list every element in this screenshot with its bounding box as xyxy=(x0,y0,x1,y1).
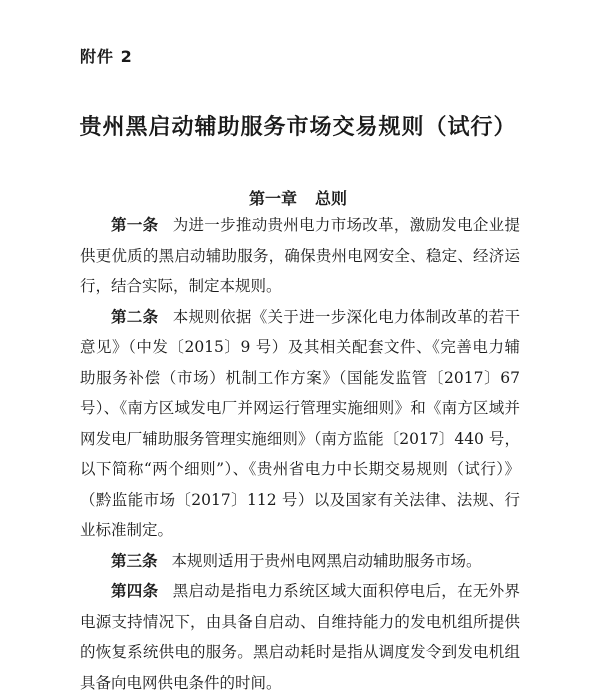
article-heading: 第三条 xyxy=(111,551,158,570)
article-heading: 第二条 xyxy=(111,307,159,326)
article-1 xyxy=(80,210,520,302)
chapter-heading xyxy=(0,186,596,209)
article-3 xyxy=(80,546,520,577)
article-heading: 第四条 xyxy=(111,582,159,600)
article-heading: 第一条 xyxy=(111,216,159,234)
document-title: 贵州黑启动辅助服务市场交易规则（试行） xyxy=(79,115,517,140)
article-text: 黑启动是指电力系统区域大面积停电后，在无外界电源支持情况下，由具备自启动、自维持能力的发电机组所提供的恢复系统供电的服务。黑启动耗时是指从调度发令到发电机组具备向电网供电条件的时间。 xyxy=(80,582,520,692)
article-text: 为进一步推动贵州电力市场改革，激励发电企业提供更优质的黑启动辅助服务，确保贵州电网安全、稳定、经济运行，结合实际，制定本规则。 xyxy=(80,216,520,295)
chapter-number: 第一章 xyxy=(248,189,297,208)
article-text: 本规则适用于贵州电网黑启动辅助服务市场。 xyxy=(171,551,482,570)
article-text: 本规则依据《关于进一步深化电力体制改革的若干意见》（中发〔2015〕9 号）及其相关配套文件、《完善电力辅助服务补偿（市场）机制工作方案》（国能发监管〔2017〕67 号）、《南方区域发电厂并网运行管理实施细则》和《南方区域并网发电厂辅助服务管理实施细则》（南方监能〔2017〕440 号，以下简称“两个细则”）、《贵州省电力中长期交易规则（试行）》（黔监能市场〔2017〕112 号）以及国家有关法律、法规、行业标准制定。 xyxy=(80,307,520,539)
document-body xyxy=(80,210,520,698)
article-2 xyxy=(80,302,520,546)
article-4 xyxy=(80,576,520,698)
attachment-label: 附件 2 xyxy=(80,47,133,66)
chapter-name: 总则 xyxy=(315,189,348,208)
